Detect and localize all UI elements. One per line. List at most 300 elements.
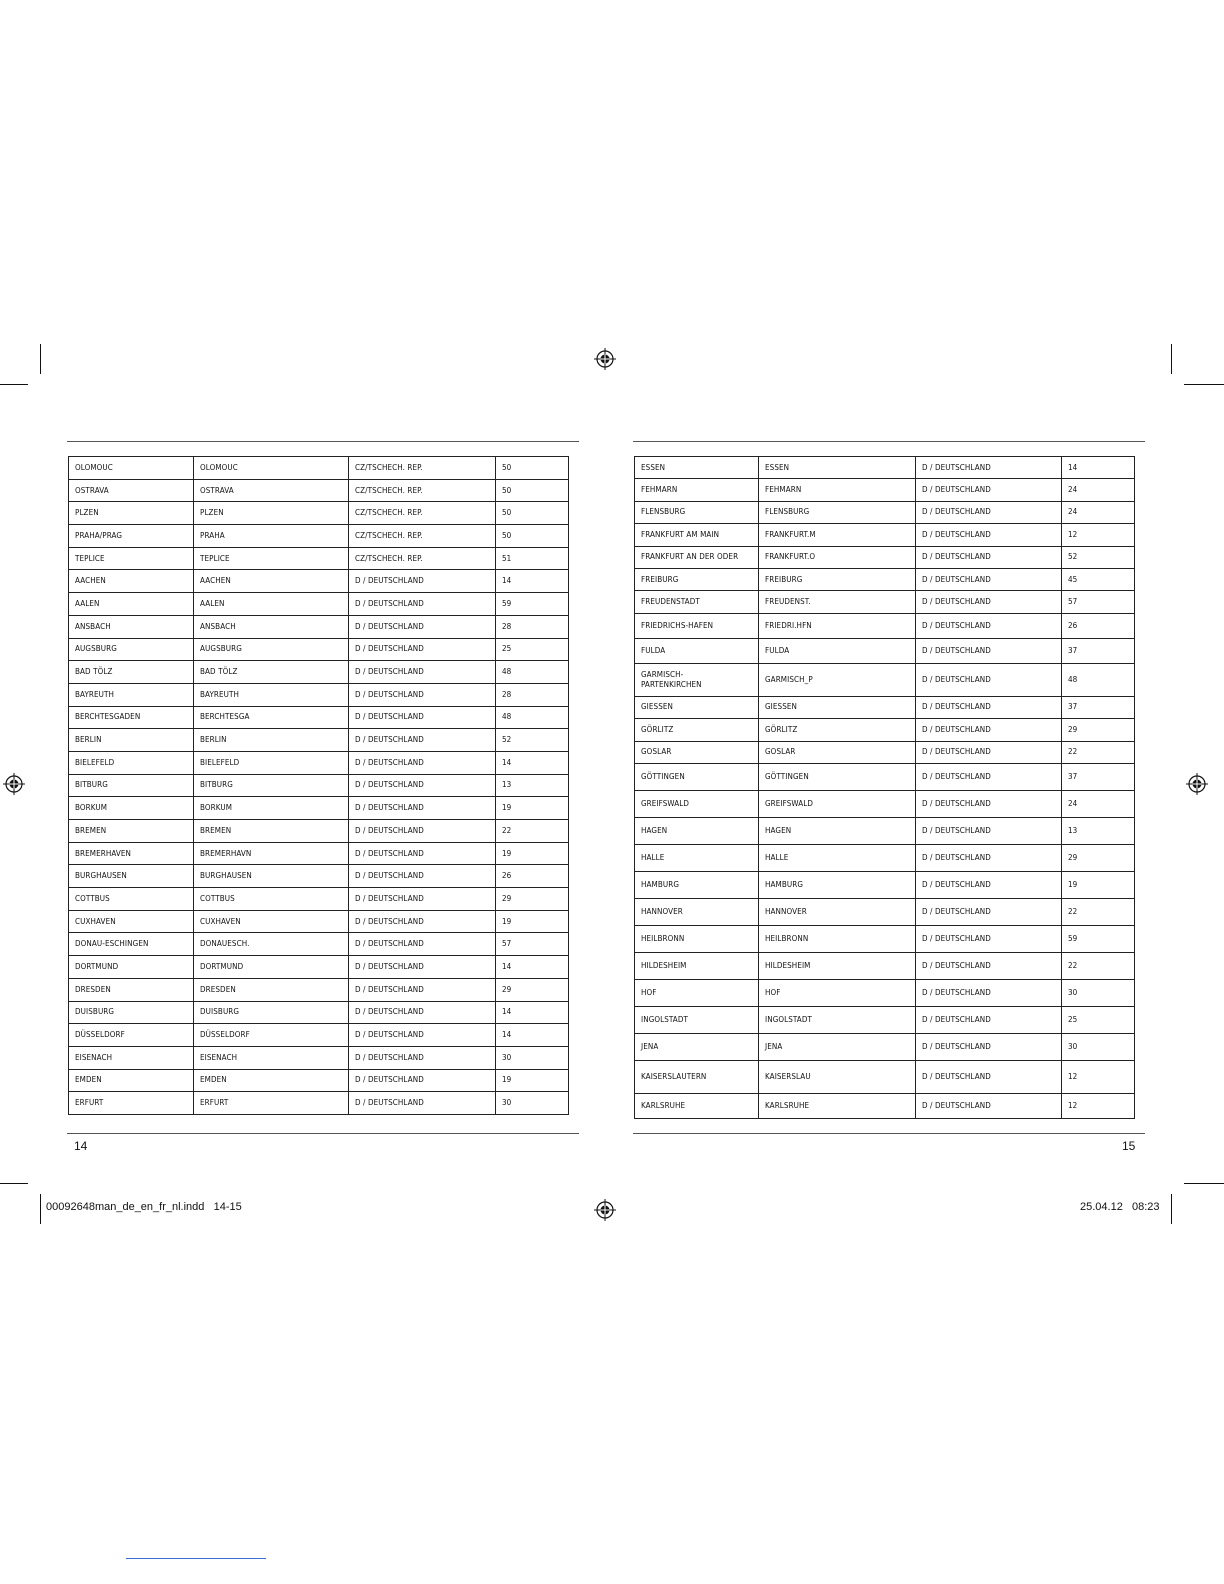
country-cell: D / DEUTSCHLAND <box>916 591 1062 613</box>
country-cell: D / DEUTSCHLAND <box>349 1024 496 1047</box>
table-row <box>635 817 1135 844</box>
city-name-cell: FRANKFURT AN DER ODER <box>635 546 759 568</box>
country-cell: D / DEUTSCHLAND <box>349 797 496 820</box>
code-cell: 57 <box>1062 591 1135 613</box>
left-page-number: 14 <box>74 1139 88 1153</box>
code-cell: 29 <box>1062 719 1135 741</box>
table-row <box>635 638 1135 663</box>
display-name-cell: BAD TÖLZ <box>194 661 349 684</box>
city-name-cell: HOF <box>635 979 759 1006</box>
display-name-cell: FREIBURG <box>759 568 916 590</box>
display-name-cell: DONAUESCH. <box>194 933 349 956</box>
country-cell: D / DEUTSCHLAND <box>916 763 1062 790</box>
code-cell: 12 <box>1062 1093 1135 1118</box>
table-row <box>635 568 1135 590</box>
city-name-cell: HEILBRONN <box>635 925 759 952</box>
country-cell: D / DEUTSCHLAND <box>916 457 1062 479</box>
display-name-cell: ANSBACH <box>194 615 349 638</box>
country-cell: D / DEUTSCHLAND <box>916 1006 1062 1033</box>
country-cell: CZ/TSCHECH. REP. <box>349 457 496 480</box>
display-name-cell: FEHMARN <box>759 479 916 501</box>
city-name-cell: KARLSRUHE <box>635 1093 759 1118</box>
display-name-cell: GÖTTINGEN <box>759 763 916 790</box>
city-name-cell: AUGSBURG <box>69 638 194 661</box>
display-name-cell: DRESDEN <box>194 978 349 1001</box>
country-cell: CZ/TSCHECH. REP. <box>349 547 496 570</box>
country-cell: D / DEUTSCHLAND <box>349 910 496 933</box>
country-cell: D / DEUTSCHLAND <box>916 719 1062 741</box>
table-row <box>635 1093 1135 1118</box>
city-name-cell: GIESSEN <box>635 696 759 718</box>
city-name-cell: GARMISCH- PARTENKIRCHEN <box>635 663 759 696</box>
city-name-cell: FLENSBURG <box>635 501 759 523</box>
country-cell: D / DEUTSCHLAND <box>349 842 496 865</box>
table-row <box>69 457 569 480</box>
display-name-cell: COTTBUS <box>194 888 349 911</box>
city-name-cell: DÜSSELDORF <box>69 1024 194 1047</box>
display-name-cell: GOSLAR <box>759 741 916 763</box>
city-name-cell: FULDA <box>635 638 759 663</box>
country-cell: D / DEUTSCHLAND <box>349 774 496 797</box>
code-cell: 22 <box>1062 952 1135 979</box>
table-row <box>635 741 1135 763</box>
display-name-cell: BURGHAUSEN <box>194 865 349 888</box>
display-name-cell: FLENSBURG <box>759 501 916 523</box>
code-cell: 52 <box>496 729 569 752</box>
table-row <box>69 820 569 843</box>
table-row <box>635 925 1135 952</box>
crop-mark <box>40 1194 41 1224</box>
table-row <box>69 615 569 638</box>
display-name-cell: EMDEN <box>194 1069 349 1092</box>
table-row <box>69 751 569 774</box>
display-name-cell: AACHEN <box>194 570 349 593</box>
table-row <box>635 501 1135 523</box>
city-name-cell: HANNOVER <box>635 898 759 925</box>
country-cell: D / DEUTSCHLAND <box>349 888 496 911</box>
city-name-cell: EISENACH <box>69 1046 194 1069</box>
table-row <box>69 570 569 593</box>
display-name-cell: BREMEN <box>194 820 349 843</box>
city-name-cell: JENA <box>635 1033 759 1060</box>
country-cell: D / DEUTSCHLAND <box>349 661 496 684</box>
display-name-cell: HEILBRONN <box>759 925 916 952</box>
city-name-cell: BAD TÖLZ <box>69 661 194 684</box>
display-name-cell: FREUDENST. <box>759 591 916 613</box>
table-row <box>69 1024 569 1047</box>
country-cell: D / DEUTSCHLAND <box>349 1069 496 1092</box>
display-name-cell: GREIFSWALD <box>759 790 916 817</box>
table-row <box>69 956 569 979</box>
code-cell: 25 <box>496 638 569 661</box>
city-name-cell: FRIEDRICHS-HAFEN <box>635 613 759 638</box>
code-cell: 29 <box>496 888 569 911</box>
registration-mark-icon <box>594 348 616 370</box>
code-cell: 37 <box>1062 696 1135 718</box>
display-name-cell: FRIEDRI.HFN <box>759 613 916 638</box>
code-cell: 14 <box>496 1024 569 1047</box>
table-row <box>69 1069 569 1092</box>
code-cell: 22 <box>1062 898 1135 925</box>
city-name-cell: DUISBURG <box>69 1001 194 1024</box>
country-cell: D / DEUTSCHLAND <box>349 1001 496 1024</box>
city-name-cell: BURGHAUSEN <box>69 865 194 888</box>
display-name-cell: OLOMOUC <box>194 457 349 480</box>
display-name-cell: HOF <box>759 979 916 1006</box>
table-row <box>635 979 1135 1006</box>
code-cell: 28 <box>496 615 569 638</box>
city-name-cell: ANSBACH <box>69 615 194 638</box>
table-row <box>69 933 569 956</box>
left-page-top-rule <box>67 441 579 442</box>
city-name-cell: PRAHA/PRAG <box>69 525 194 548</box>
city-name-cell: AACHEN <box>69 570 194 593</box>
display-name-cell: BERCHTESGA <box>194 706 349 729</box>
footer-date: 25.04.12 <box>1080 1201 1123 1213</box>
city-name-cell: GÖRLITZ <box>635 719 759 741</box>
table-row <box>635 1060 1135 1093</box>
code-cell: 48 <box>1062 663 1135 696</box>
right-city-table-body <box>635 457 1135 1119</box>
registration-mark-icon <box>1186 773 1208 795</box>
country-cell: CZ/TSCHECH. REP. <box>349 502 496 525</box>
code-cell: 14 <box>496 1001 569 1024</box>
table-row <box>69 797 569 820</box>
display-name-cell: BIELEFELD <box>194 751 349 774</box>
code-cell: 19 <box>496 910 569 933</box>
city-name-cell: DRESDEN <box>69 978 194 1001</box>
left-city-table <box>68 456 569 1115</box>
city-name-cell: FREUDENSTADT <box>635 591 759 613</box>
code-cell: 51 <box>496 547 569 570</box>
country-cell: D / DEUTSCHLAND <box>916 568 1062 590</box>
city-name-cell: BREMERHAVEN <box>69 842 194 865</box>
code-cell: 26 <box>1062 613 1135 638</box>
display-name-cell: ESSEN <box>759 457 916 479</box>
display-name-cell: BREMERHAVN <box>194 842 349 865</box>
country-cell: D / DEUTSCHLAND <box>349 638 496 661</box>
city-name-cell: PLZEN <box>69 502 194 525</box>
table-row <box>69 547 569 570</box>
table-row <box>635 613 1135 638</box>
country-cell: D / DEUTSCHLAND <box>349 683 496 706</box>
country-cell: D / DEUTSCHLAND <box>916 613 1062 638</box>
code-cell: 29 <box>1062 844 1135 871</box>
country-cell: D / DEUTSCHLAND <box>916 1033 1062 1060</box>
display-name-cell: HILDESHEIM <box>759 952 916 979</box>
city-name-cell: OLOMOUC <box>69 457 194 480</box>
footer-timestamp <box>1080 1201 1160 1213</box>
display-name-cell: HANNOVER <box>759 898 916 925</box>
display-name-cell: CUXHAVEN <box>194 910 349 933</box>
table-row <box>69 638 569 661</box>
city-name-cell: HILDESHEIM <box>635 952 759 979</box>
code-cell: 48 <box>496 706 569 729</box>
code-cell: 12 <box>1062 1060 1135 1093</box>
code-cell: 19 <box>496 797 569 820</box>
display-name-cell: JENA <box>759 1033 916 1060</box>
code-cell: 25 <box>1062 1006 1135 1033</box>
country-cell: D / DEUTSCHLAND <box>916 741 1062 763</box>
crop-mark <box>0 384 28 385</box>
code-cell: 50 <box>496 525 569 548</box>
display-name-cell: BERLIN <box>194 729 349 752</box>
table-row <box>69 1092 569 1115</box>
city-name-cell: CUXHAVEN <box>69 910 194 933</box>
table-row <box>635 457 1135 479</box>
country-cell: D / DEUTSCHLAND <box>349 1046 496 1069</box>
display-name-cell: BITBURG <box>194 774 349 797</box>
table-row <box>69 888 569 911</box>
table-row <box>635 696 1135 718</box>
table-row <box>69 593 569 616</box>
code-cell: 50 <box>496 479 569 502</box>
country-cell: D / DEUTSCHLAND <box>916 1093 1062 1118</box>
city-name-cell: DORTMUND <box>69 956 194 979</box>
table-row <box>635 1006 1135 1033</box>
code-cell: 14 <box>496 956 569 979</box>
code-cell: 14 <box>496 751 569 774</box>
footer-filename: 00092648man_de_en_fr_nl.indd 14-15 <box>46 1201 242 1213</box>
city-name-cell: COTTBUS <box>69 888 194 911</box>
code-cell: 14 <box>1062 457 1135 479</box>
display-name-cell: FULDA <box>759 638 916 663</box>
table-row <box>69 910 569 933</box>
code-cell: 13 <box>496 774 569 797</box>
code-cell: 30 <box>1062 979 1135 1006</box>
city-name-cell: TEPLICE <box>69 547 194 570</box>
code-cell: 19 <box>1062 871 1135 898</box>
city-name-cell: HALLE <box>635 844 759 871</box>
table-row <box>635 952 1135 979</box>
code-cell: 28 <box>496 683 569 706</box>
city-name-cell: BAYREUTH <box>69 683 194 706</box>
right-page-number: 15 <box>1122 1139 1136 1153</box>
code-cell: 50 <box>496 457 569 480</box>
city-name-cell: FRANKFURT AM MAIN <box>635 524 759 546</box>
code-cell: 50 <box>496 502 569 525</box>
code-cell: 30 <box>496 1092 569 1115</box>
code-cell: 48 <box>496 661 569 684</box>
display-name-cell: GIESSEN <box>759 696 916 718</box>
code-cell: 22 <box>1062 741 1135 763</box>
left-page-bottom-rule <box>67 1133 579 1134</box>
table-row <box>635 763 1135 790</box>
country-cell: D / DEUTSCHLAND <box>916 696 1062 718</box>
country-cell: D / DEUTSCHLAND <box>916 871 1062 898</box>
display-name-cell: FRANKFURT.O <box>759 546 916 568</box>
table-row <box>69 774 569 797</box>
display-name-cell: TEPLICE <box>194 547 349 570</box>
left-city-table-body <box>69 457 569 1115</box>
table-row <box>635 898 1135 925</box>
registration-mark-icon <box>594 1199 616 1221</box>
country-cell: D / DEUTSCHLAND <box>349 706 496 729</box>
city-name-cell: BERLIN <box>69 729 194 752</box>
table-row <box>69 661 569 684</box>
table-row <box>635 871 1135 898</box>
code-cell: 19 <box>496 1069 569 1092</box>
table-row <box>69 683 569 706</box>
city-name-cell: GREIFSWALD <box>635 790 759 817</box>
code-cell: 29 <box>496 978 569 1001</box>
display-name-cell: DÜSSELDORF <box>194 1024 349 1047</box>
table-row <box>69 865 569 888</box>
display-name-cell: INGOLSTADT <box>759 1006 916 1033</box>
code-cell: 14 <box>496 570 569 593</box>
table-row <box>69 502 569 525</box>
code-cell: 59 <box>1062 925 1135 952</box>
country-cell: D / DEUTSCHLAND <box>916 501 1062 523</box>
code-cell: 37 <box>1062 763 1135 790</box>
country-cell: D / DEUTSCHLAND <box>916 663 1062 696</box>
city-name-cell: BIELEFELD <box>69 751 194 774</box>
country-cell: D / DEUTSCHLAND <box>916 952 1062 979</box>
country-cell: D / DEUTSCHLAND <box>916 898 1062 925</box>
country-cell: D / DEUTSCHLAND <box>916 790 1062 817</box>
country-cell: D / DEUTSCHLAND <box>349 615 496 638</box>
country-cell: D / DEUTSCHLAND <box>916 979 1062 1006</box>
crop-mark <box>1184 1183 1224 1184</box>
registration-mark-icon <box>3 773 25 795</box>
display-name-cell: HAGEN <box>759 817 916 844</box>
code-cell: 24 <box>1062 790 1135 817</box>
table-row <box>69 842 569 865</box>
city-name-cell: FREIBURG <box>635 568 759 590</box>
city-name-cell: DONAU-ESCHINGEN <box>69 933 194 956</box>
country-cell: D / DEUTSCHLAND <box>349 820 496 843</box>
country-cell: CZ/TSCHECH. REP. <box>349 525 496 548</box>
country-cell: D / DEUTSCHLAND <box>349 751 496 774</box>
country-cell: D / DEUTSCHLAND <box>349 593 496 616</box>
code-cell: 37 <box>1062 638 1135 663</box>
display-name-cell: OSTRAVA <box>194 479 349 502</box>
table-row <box>635 479 1135 501</box>
table-row <box>635 844 1135 871</box>
country-cell: D / DEUTSCHLAND <box>916 524 1062 546</box>
country-cell: D / DEUTSCHLAND <box>916 638 1062 663</box>
code-cell: 30 <box>496 1046 569 1069</box>
city-name-cell: BERCHTESGADEN <box>69 706 194 729</box>
display-name-cell: BAYREUTH <box>194 683 349 706</box>
city-name-cell: ERFURT <box>69 1092 194 1115</box>
country-cell: D / DEUTSCHLAND <box>349 956 496 979</box>
table-row <box>635 719 1135 741</box>
country-cell: CZ/TSCHECH. REP. <box>349 479 496 502</box>
display-name-cell: DORTMUND <box>194 956 349 979</box>
city-name-cell: BORKUM <box>69 797 194 820</box>
city-name-cell: OSTRAVA <box>69 479 194 502</box>
table-row <box>635 663 1135 696</box>
code-cell: 13 <box>1062 817 1135 844</box>
code-cell: 24 <box>1062 501 1135 523</box>
crop-mark <box>40 344 41 374</box>
display-name-cell: KAISERSLAU <box>759 1060 916 1093</box>
code-cell: 24 <box>1062 479 1135 501</box>
display-name-cell: KARLSRUHE <box>759 1093 916 1118</box>
display-name-cell: GÖRLITZ <box>759 719 916 741</box>
display-name-cell: ERFURT <box>194 1092 349 1115</box>
country-cell: D / DEUTSCHLAND <box>916 1060 1062 1093</box>
country-cell: D / DEUTSCHLAND <box>916 479 1062 501</box>
display-name-cell: PRAHA <box>194 525 349 548</box>
code-cell: 19 <box>496 842 569 865</box>
city-name-cell: FEHMARN <box>635 479 759 501</box>
country-cell: D / DEUTSCHLAND <box>916 817 1062 844</box>
display-name-cell: AALEN <box>194 593 349 616</box>
code-cell: 22 <box>496 820 569 843</box>
crop-mark <box>1171 1194 1172 1224</box>
city-name-cell: BITBURG <box>69 774 194 797</box>
display-name-cell: EISENACH <box>194 1046 349 1069</box>
display-name-cell: FRANKFURT.M <box>759 524 916 546</box>
country-cell: D / DEUTSCHLAND <box>349 729 496 752</box>
display-name-cell: AUGSBURG <box>194 638 349 661</box>
city-name-cell: INGOLSTADT <box>635 1006 759 1033</box>
display-name-cell: BORKUM <box>194 797 349 820</box>
crop-mark <box>1184 384 1224 385</box>
table-row <box>69 729 569 752</box>
code-cell: 12 <box>1062 524 1135 546</box>
right-city-table <box>634 456 1135 1119</box>
crop-mark <box>1171 344 1172 374</box>
city-name-cell: EMDEN <box>69 1069 194 1092</box>
country-cell: D / DEUTSCHLAND <box>916 546 1062 568</box>
display-name-cell: HAMBURG <box>759 871 916 898</box>
city-name-cell: GOSLAR <box>635 741 759 763</box>
code-cell: 57 <box>496 933 569 956</box>
code-cell: 45 <box>1062 568 1135 590</box>
display-name-cell: DUISBURG <box>194 1001 349 1024</box>
country-cell: D / DEUTSCHLAND <box>349 570 496 593</box>
right-page-bottom-rule <box>633 1133 1145 1134</box>
table-row <box>69 525 569 548</box>
display-name-cell: PLZEN <box>194 502 349 525</box>
table-row <box>69 479 569 502</box>
country-cell: D / DEUTSCHLAND <box>916 925 1062 952</box>
code-cell: 26 <box>496 865 569 888</box>
crop-mark <box>0 1183 28 1184</box>
city-name-cell: HAGEN <box>635 817 759 844</box>
country-cell: D / DEUTSCHLAND <box>349 865 496 888</box>
table-row <box>635 546 1135 568</box>
city-name-cell: AALEN <box>69 593 194 616</box>
footer-time: 08:23 <box>1132 1201 1160 1213</box>
table-row <box>69 1001 569 1024</box>
code-cell: 52 <box>1062 546 1135 568</box>
city-name-cell: GÖTTINGEN <box>635 763 759 790</box>
code-cell: 30 <box>1062 1033 1135 1060</box>
table-row <box>635 591 1135 613</box>
decorative-blue-line <box>126 1558 266 1559</box>
code-cell: 59 <box>496 593 569 616</box>
display-name-cell: GARMISCH_P <box>759 663 916 696</box>
right-page-top-rule <box>633 441 1145 442</box>
table-row <box>69 1046 569 1069</box>
city-name-cell: HAMBURG <box>635 871 759 898</box>
country-cell: D / DEUTSCHLAND <box>349 1092 496 1115</box>
city-name-cell: BREMEN <box>69 820 194 843</box>
country-cell: D / DEUTSCHLAND <box>349 978 496 1001</box>
city-name-cell: KAISERSLAUTERN <box>635 1060 759 1093</box>
country-cell: D / DEUTSCHLAND <box>349 933 496 956</box>
table-row <box>69 978 569 1001</box>
table-row <box>635 1033 1135 1060</box>
city-name-cell: ESSEN <box>635 457 759 479</box>
table-row <box>635 524 1135 546</box>
display-name-cell: HALLE <box>759 844 916 871</box>
table-row <box>635 790 1135 817</box>
